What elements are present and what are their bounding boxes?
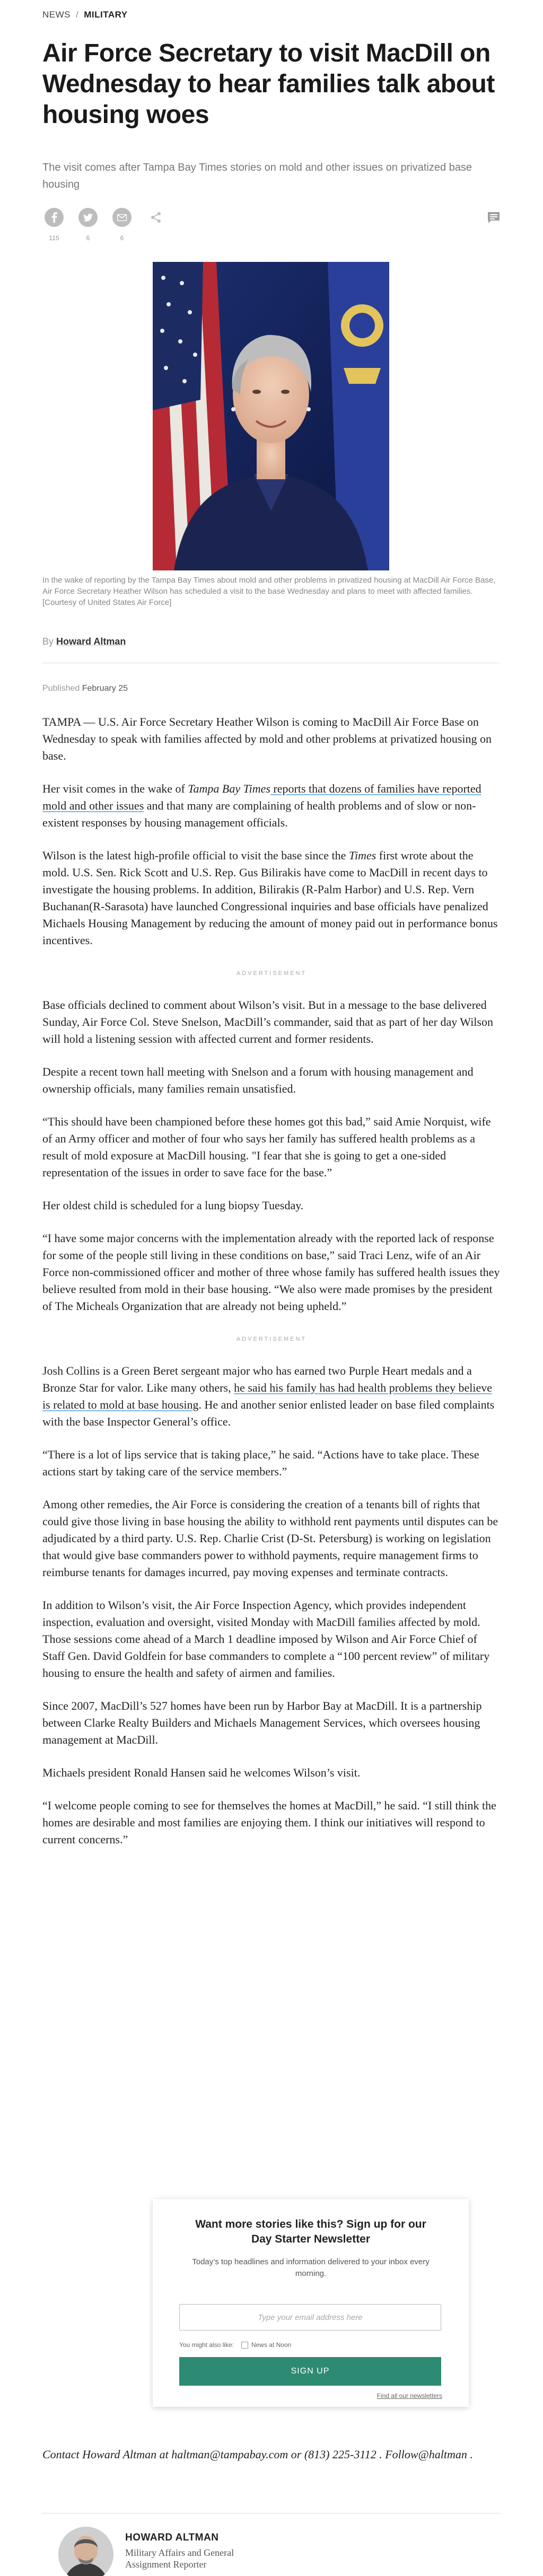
article-body — [42, 714, 501, 1864]
author-avatar-illustration — [58, 2527, 113, 2576]
contact-line: Contact Howard Altman at haltman@tampabay.com or (813) 225-3112 . Follow@haltman . — [42, 2448, 473, 2461]
photo-caption: In the wake of reporting by the Tampa Bay Times about mold and other problems in privatized housing at MacDill Air Force Base, Air Force Secretary Heather Wilson has scheduled a visit to the base Wednesday and plans to meet with affected families. [Courtesy of United States Air Force] — [42, 576, 496, 607]
author-name[interactable]: HOWARD ALTMAN — [125, 2532, 219, 2543]
paragraph: Josh Collins is a Green Beret sergeant major who has earned two Purple Heart medals and a Bronze Star for valor. Like many others, he said his family has had health problems they believe is related to mold at base housing. He and another senior enlisted leader on base filed complaints with the base Inspector General’s office. — [42, 1364, 495, 1428]
share-twitter[interactable] — [76, 208, 100, 242]
paragraph: Base officials declined to comment about Wilson’s visit. But in a message to the base delivered Sunday, Air Force Col. Steve Snelson, MacDill’s commander, said that as part of her day Wilson will hold a listening session with affected current and former residents. — [42, 998, 493, 1045]
share-bar — [42, 208, 501, 250]
newsletter-signup — [153, 2199, 469, 2407]
portrait-illustration — [153, 262, 389, 570]
paragraph: Her oldest child is scheduled for a lung biopsy Tuesday. — [42, 1199, 304, 1212]
lead-photo[interactable] — [153, 262, 389, 570]
paragraph: In addition to Wilson’s visit, the Air Force Inspection Agency, which provides independent inspection, evaluation and oversight, visited Monday with MacDill families affected by mold. Those sessions come ahead of a March 1 deadline imposed by Wilson and Air Force Chief of Staff Gen. David Goldfein for base commanders to complete a “100 percent review” of military housing to ensure the health and safety of airmen and families. — [42, 1598, 490, 1680]
paragraph: Michaels president Ronald Hansen said he welcomes Wilson’s visit. — [42, 1766, 361, 1779]
author-card — [58, 2527, 376, 2576]
published-date — [42, 684, 128, 693]
avatar[interactable] — [58, 2527, 113, 2576]
share-email[interactable] — [110, 208, 134, 242]
paragraph: “I have some major concerns with the implementation already with the reported lack of response for some of the people still living in these conditions on base,” said Traci Lenz, wife of an Air Force non-commissioned officer and mother of three whose family has suffered health issues they believe resulted from mold in their base housing. “We also were made promises by the president of The Micheals Organization that are already not being upheld.” — [42, 1232, 500, 1313]
breadcrumb — [42, 10, 128, 20]
dek: The visit comes after Tampa Bay Times stories on mold and other issues on privatized base housing — [42, 162, 472, 190]
breadcrumb-news[interactable]: NEWS — [42, 10, 71, 20]
byline — [42, 636, 126, 647]
twitter-icon[interactable] — [78, 208, 98, 227]
comment-icon[interactable] — [487, 211, 501, 226]
signup-button[interactable]: SIGN UP — [179, 2357, 441, 2386]
share-facebook[interactable] — [42, 208, 66, 242]
paragraph: “There is a lot of lips service that is taking place,” he said. “Actions have to take place. These actions start by taking care of the service members.” — [42, 1448, 479, 1478]
paragraph: Wilson is the latest high-profile official to visit the base since the Times first wrote about the mold. U.S. Sen. Rick Scott and U.S. Rep. Gus Bilirakis have come to MacDill in recent days to investigate the housing problems. In addition, Bilirakis (R-Palm Harbor) and U.S. Rep. Vern Buchanan(R-Sarasota) have launched Congressional inquiries and base officials have penalized Michaels Housing Management by reducing the amount of money paid out in performance bonus incentives. — [42, 849, 498, 947]
email-count: 6 — [120, 234, 124, 242]
paragraph: Despite a recent town hall meeting with Snelson and a forum with housing management and ownership officials, many families remain unsatisfied. — [42, 1065, 474, 1095]
also-like-label: You might also like: — [179, 2341, 234, 2349]
published-value: February 25 — [82, 684, 128, 693]
publication-name: Times — [348, 849, 376, 862]
article-link[interactable]: he said his family has had health problems they believe is related to mold at base housing — [42, 1381, 492, 1411]
breadcrumb-separator: / — [76, 10, 79, 20]
paragraph: “I welcome people coming to see for themselves the homes at MacDill,” he said. “I still think the homes are desirable and most families are enjoying them. I think our initiatives will respond to current concerns.” — [42, 1799, 496, 1846]
advertisement-label: ADVERTISEMENT — [236, 970, 307, 977]
byline-author-link[interactable]: Howard Altman — [56, 636, 126, 647]
advertisement-label: ADVERTISEMENT — [236, 1336, 307, 1342]
paragraph: Among other remedies, the Air Force is considering the creation of a tenants bill of rights that could give those living in base housing the ability to withhold rent payments until disputes can be adjudicated by a third party. U.S. Rep. Charlie Crist (D-St. Petersburg) is working on legislation that would give base commanders power to withhold payments, require management firms to reimburse tenants for damages incurred, pay moving expenses and terminate contracts. — [42, 1498, 498, 1579]
email-icon[interactable] — [112, 208, 132, 227]
twitter-count: 6 — [86, 234, 90, 242]
news-at-noon-checkbox[interactable] — [241, 2342, 248, 2349]
all-newsletters-link[interactable]: Find all our newsletters — [376, 2392, 442, 2399]
facebook-count: 115 — [49, 234, 59, 242]
newsletter-title: Want more stories like this? Sign up for our Day Starter Newsletter — [195, 2218, 426, 2245]
news-at-noon-label: News at Noon — [251, 2341, 292, 2349]
author-role: Military Affairs and General Assignment Reporter — [125, 2547, 234, 2570]
news-at-noon-option[interactable] — [241, 2341, 291, 2349]
paragraph: Her visit comes in the wake of Tampa Bay Times reports that dozens of families have reported mold and other issues and that many are complaining of health problems and of slow or non-existent responses by housing management officials. — [42, 782, 481, 829]
byline-prefix: By — [42, 636, 54, 647]
published-label: Published — [42, 684, 80, 693]
paragraph: “This should have been championed before these homes got this bad,” said Amie Norquist, wife of an Army officer and mother of four who says her family has suffered health problems as a result of mold exposure at MacDill housing. "I fear that she is going to get a one-sided representation of the issues in order to save face for the base.” — [42, 1115, 491, 1179]
facebook-icon[interactable] — [45, 208, 64, 227]
newsletter-email-input[interactable] — [179, 2304, 441, 2331]
paragraph: Since 2007, MacDill’s 527 homes have been run by Harbor Bay at MacDill. It is a partnership between Clarke Realty Builders and Michaels Management Services, which oversees housing management at MacDill. — [42, 1699, 482, 1746]
headline: Air Force Secretary to visit MacDill on Wednesday to hear families talk about housing woes — [42, 39, 495, 129]
share-more-icon[interactable] — [150, 211, 162, 226]
article-link[interactable]: reports that dozens of families have reported mold and other issues — [42, 782, 481, 812]
publication-name: Tampa Bay Times — [188, 782, 270, 795]
newsletter-description: Today’s top headlines and information delivered to your inbox every morning. — [192, 2257, 430, 2278]
breadcrumb-military[interactable]: MILITARY — [84, 10, 128, 20]
paragraph: TAMPA — U.S. Air Force Secretary Heather Wilson is coming to MacDill Air Force Base on Wednesday to speak with families affected by mold and other problems at privatized housing on base. — [42, 715, 492, 762]
newsletter-also-like — [179, 2341, 291, 2349]
